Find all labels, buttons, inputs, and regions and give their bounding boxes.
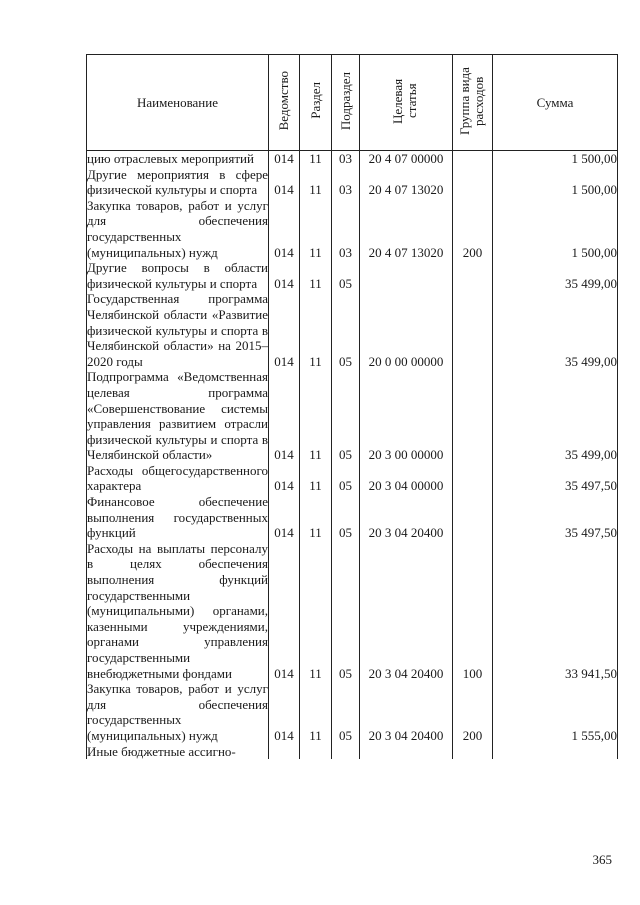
row-summa bbox=[493, 744, 618, 760]
row-podrazdel: 05 bbox=[332, 291, 360, 369]
table-row bbox=[87, 744, 618, 760]
row-razdel: 11 bbox=[300, 198, 332, 260]
table-row bbox=[87, 167, 618, 198]
header-vedomstvo-label: Ведомство bbox=[276, 71, 291, 131]
row-name: Закупка товаров, работ и услуг для обеспечения государственных (муниципальных) нужд bbox=[87, 197, 268, 260]
row-gruppa bbox=[453, 260, 493, 291]
row-podrazdel bbox=[332, 744, 360, 760]
row-celevaya: 20 3 04 20400 bbox=[360, 681, 453, 743]
row-celevaya: 20 3 04 20400 bbox=[360, 494, 453, 541]
row-razdel: 11 bbox=[300, 681, 332, 743]
table-row bbox=[87, 494, 618, 541]
row-vedomstvo: 014 bbox=[269, 681, 300, 743]
row-summa: 1 555,00 bbox=[493, 681, 618, 743]
header-razdel bbox=[300, 55, 332, 151]
row-name: Закупка товаров, работ и услуг для обеспечения государственных (муниципальных) нужд bbox=[87, 681, 268, 743]
row-celevaya bbox=[360, 744, 453, 760]
header-summa-label: Сумма bbox=[536, 94, 574, 110]
row-summa: 35 497,50 bbox=[493, 463, 618, 494]
header-name-label: Наименование bbox=[137, 94, 218, 110]
header-celevaya bbox=[360, 55, 453, 151]
row-celevaya: 20 3 00 00000 bbox=[360, 369, 453, 463]
header-vedomstvo bbox=[269, 55, 300, 151]
table-row bbox=[87, 681, 618, 743]
row-celevaya: 20 0 00 00000 bbox=[360, 291, 453, 369]
row-podrazdel: 05 bbox=[332, 369, 360, 463]
row-gruppa: 200 bbox=[453, 681, 493, 743]
row-vedomstvo: 014 bbox=[269, 151, 300, 167]
row-razdel: 11 bbox=[300, 260, 332, 291]
table-row bbox=[87, 369, 618, 463]
header-razdel-label: Раздел bbox=[307, 82, 323, 120]
table-row bbox=[87, 260, 618, 291]
row-razdel: 11 bbox=[300, 463, 332, 494]
header-celevaya-label: Целевая статья bbox=[390, 78, 419, 124]
row-celevaya: 20 4 07 13020 bbox=[360, 198, 453, 260]
row-podrazdel: 05 bbox=[332, 463, 360, 494]
row-gruppa bbox=[453, 151, 493, 167]
row-razdel: 11 bbox=[300, 369, 332, 463]
row-podrazdel: 05 bbox=[332, 541, 360, 681]
row-vedomstvo: 014 bbox=[269, 260, 300, 291]
row-summa: 35 499,00 bbox=[493, 369, 618, 463]
row-name: Расходы на выплаты персоналу в целях обеспечения выполнения функций государственными (муниципальными) органами, казенными учреждениями, органами управления государственными внебюджетными фондами bbox=[87, 540, 268, 681]
row-celevaya: 20 4 07 13020 bbox=[360, 167, 453, 198]
row-podrazdel: 05 bbox=[332, 494, 360, 541]
row-vedomstvo: 014 bbox=[269, 369, 300, 463]
row-name: Государственная программа Челябинской области «Развитие физической культуры и спорта в Челябинской области» на 2015–2020 годы bbox=[87, 291, 268, 369]
row-summa: 35 499,00 bbox=[493, 291, 618, 369]
row-podrazdel: 03 bbox=[332, 151, 360, 167]
row-name: цию отраслевых мероприятий bbox=[87, 151, 269, 167]
row-name: Финансовое обеспечение выполнения государственных функций bbox=[87, 494, 268, 541]
row-gruppa: 100 bbox=[453, 541, 493, 681]
row-celevaya: 20 3 04 00000 bbox=[360, 463, 453, 494]
header-podrazdel bbox=[332, 55, 360, 151]
row-gruppa bbox=[453, 291, 493, 369]
header-name bbox=[87, 55, 269, 151]
row-vedomstvo: 014 bbox=[269, 291, 300, 369]
row-summa: 33 941,50 bbox=[493, 541, 618, 681]
header-summa bbox=[493, 55, 618, 151]
row-vedomstvo: 014 bbox=[269, 198, 300, 260]
row-name: Другие мероприятия в сфере физической культуры и спорта bbox=[87, 166, 268, 198]
row-gruppa bbox=[453, 744, 493, 760]
row-razdel: 11 bbox=[300, 167, 332, 198]
table-row bbox=[87, 463, 618, 494]
row-razdel: 11 bbox=[300, 291, 332, 369]
row-razdel: 11 bbox=[300, 494, 332, 541]
row-gruppa bbox=[453, 463, 493, 494]
row-podrazdel: 03 bbox=[332, 198, 360, 260]
row-name: Другие вопросы в области физической культуры и спорта bbox=[87, 260, 268, 291]
row-summa: 35 497,50 bbox=[493, 494, 618, 541]
table-row bbox=[87, 291, 618, 369]
row-celevaya: 20 3 04 20400 bbox=[360, 541, 453, 681]
row-summa: 1 500,00 bbox=[493, 198, 618, 260]
row-name: Иные бюджетные ассигно- bbox=[87, 744, 269, 760]
row-vedomstvo: 014 bbox=[269, 167, 300, 198]
row-gruppa bbox=[453, 494, 493, 541]
table-row bbox=[87, 151, 618, 167]
row-summa: 1 500,00 bbox=[493, 167, 618, 198]
row-name: Расходы общегосударственного характера bbox=[87, 462, 268, 494]
row-celevaya: 20 4 07 00000 bbox=[360, 151, 453, 167]
header-gruppa bbox=[453, 55, 493, 151]
row-vedomstvo: 014 bbox=[269, 494, 300, 541]
row-vedomstvo bbox=[269, 744, 300, 760]
header-podrazdel-label: Подраздел bbox=[337, 71, 353, 130]
row-summa: 1 500,00 bbox=[493, 151, 618, 167]
row-razdel: 11 bbox=[300, 151, 332, 167]
row-gruppa bbox=[453, 167, 493, 198]
table-body bbox=[87, 151, 618, 760]
row-summa: 35 499,00 bbox=[493, 260, 618, 291]
row-name: Подпрограмма «Ведомственная целевая программа «Совершенствование системы управления развитием отрасли физической культуры и спорта в Челябинской области» bbox=[87, 369, 268, 463]
row-podrazdel: 03 bbox=[332, 167, 360, 198]
row-vedomstvo: 014 bbox=[269, 541, 300, 681]
row-podrazdel: 05 bbox=[332, 260, 360, 291]
row-gruppa bbox=[453, 369, 493, 463]
row-razdel bbox=[300, 744, 332, 760]
row-gruppa: 200 bbox=[453, 198, 493, 260]
header-gruppa-label: Группа вида расходов bbox=[456, 66, 486, 135]
row-razdel: 11 bbox=[300, 541, 332, 681]
row-vedomstvo: 014 bbox=[269, 463, 300, 494]
table-header bbox=[87, 55, 618, 151]
row-podrazdel: 05 bbox=[332, 681, 360, 743]
page-number: 365 bbox=[592, 852, 612, 867]
table-row bbox=[87, 198, 618, 260]
table-row bbox=[87, 541, 618, 681]
budget-table bbox=[86, 54, 618, 759]
row-celevaya bbox=[360, 260, 453, 291]
